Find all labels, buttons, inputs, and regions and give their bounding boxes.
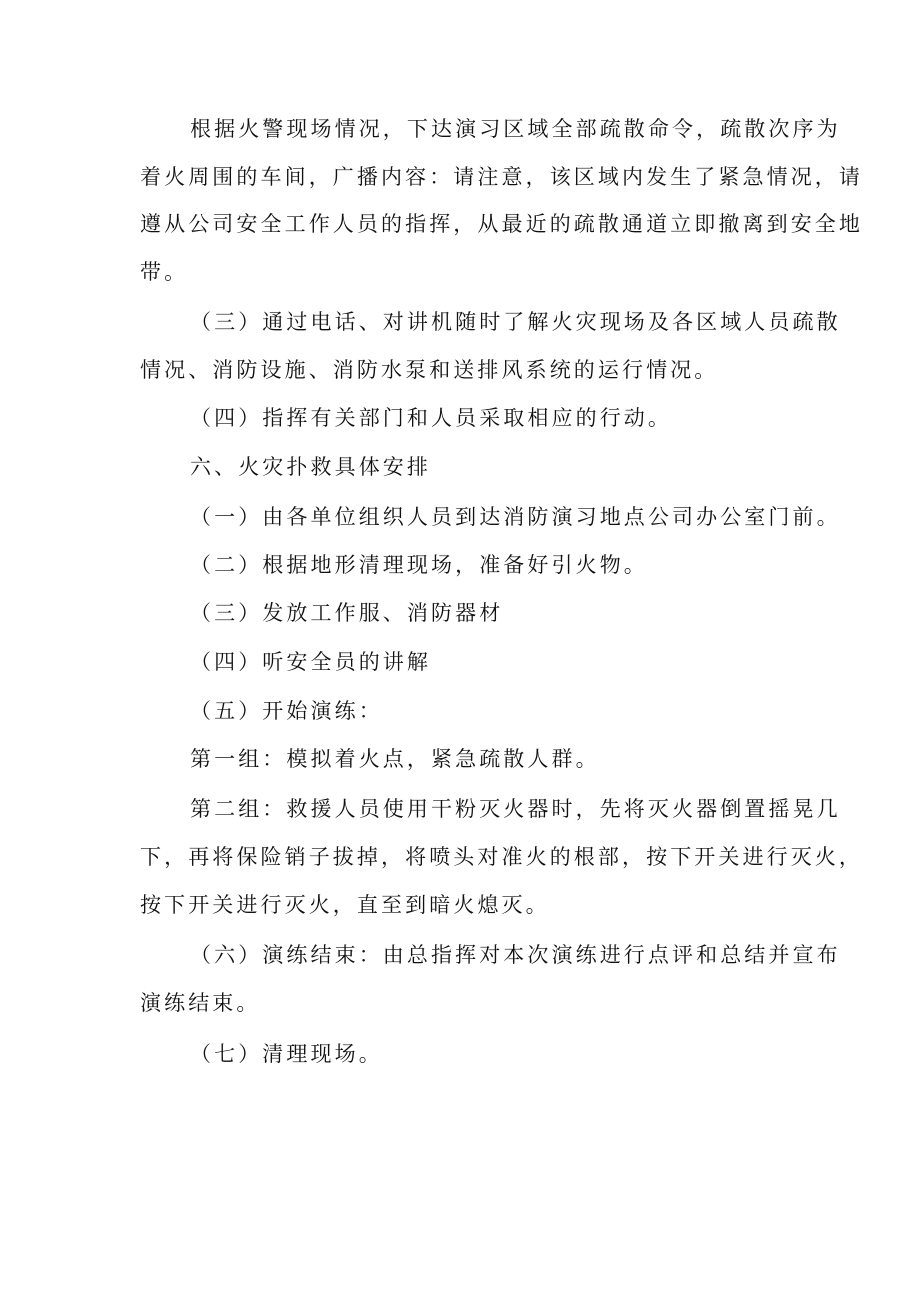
text-line: 遵从公司安全工作人员的指挥，从最近的疏散通道立即撤离到安全地: [140, 212, 863, 236]
text-line: 按下开关进行灭火，直至到暗火熄灭。: [140, 893, 550, 917]
section-heading: 六、火灾扑救具体安排: [190, 455, 431, 479]
text-line: 根据火警现场情况，下达演习区域全部疏散命令，疏散次序为: [190, 117, 841, 141]
text-line: （六）演练结束：由总指挥对本次演练进行点评和总结并宣布: [190, 943, 841, 967]
text-line: （三）通过电话、对讲机随时了解火灾现场及各区域人员疏散: [190, 310, 841, 334]
text-line: （一）由各单位组织人员到达消防演习地点公司办公室门前。: [190, 505, 841, 529]
text-line: 情况、消防设施、消防水泵和送排风系统的运行情况。: [140, 358, 719, 382]
text-line: 第二组：救援人员使用干粉灭火器时，先将灭火器倒置摇晃几: [190, 797, 841, 821]
text-line: （七）清理现场。: [190, 1042, 383, 1066]
text-line: （四）听安全员的讲解: [190, 650, 431, 674]
text-line: （二）根据地形清理现场，准备好引火物。: [190, 553, 648, 577]
text-line: 着火周围的车间，广播内容：请注意，该区域内发生了紧急情况，请: [140, 165, 863, 189]
text-line: 下，再将保险销子拔掉，将喷头对准火的根部，按下开关进行灭火，: [140, 845, 863, 869]
text-line: （三）发放工作服、消防器材: [190, 601, 504, 625]
text-line: 第一组：模拟着火点，紧急疏散人群。: [190, 747, 600, 771]
text-line: 演练结束。: [140, 991, 261, 1015]
text-line: （四）指挥有关部门和人员采取相应的行动。: [190, 406, 672, 430]
text-line: 带。: [140, 260, 189, 284]
text-line: （五）开始演练：: [190, 699, 383, 723]
